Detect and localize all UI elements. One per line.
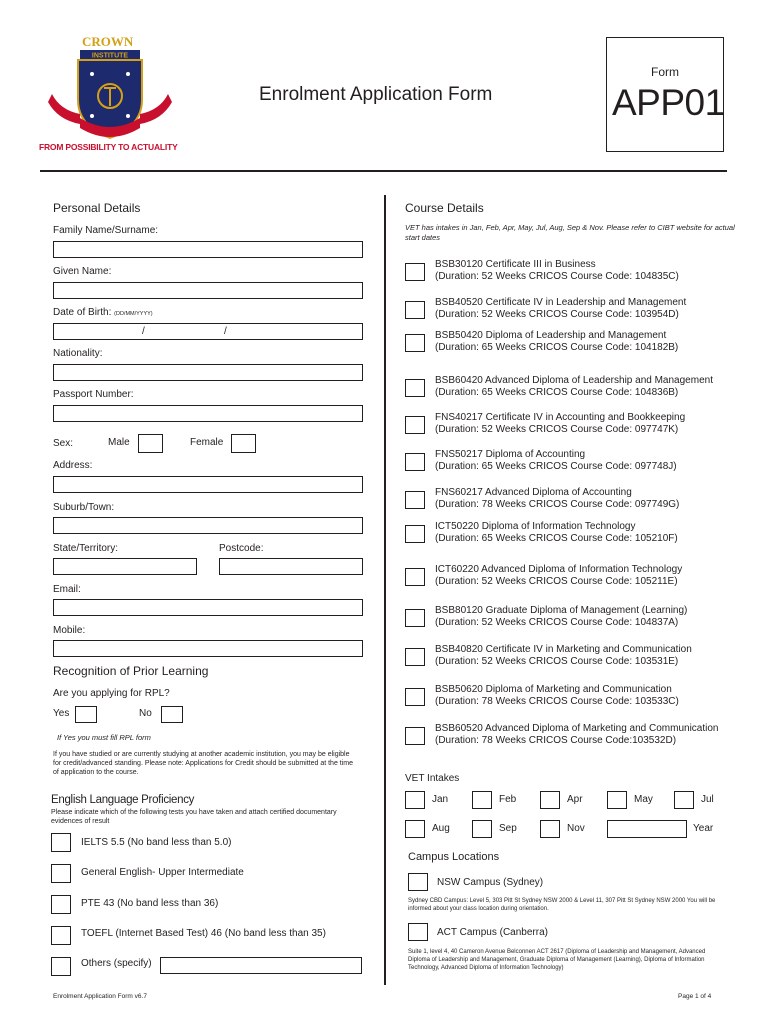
course-title: BSB50620 Diploma of Marketing and Communication xyxy=(435,684,672,695)
english-option-others: Others (specify) xyxy=(81,958,152,969)
english-option-general: General English- Upper Intermediate xyxy=(81,867,244,878)
course-details-heading: Course Details xyxy=(405,201,484,215)
email-input[interactable] xyxy=(53,599,363,616)
course-title: BSB40520 Certificate IV in Leadership and Management xyxy=(435,297,687,308)
column-divider xyxy=(384,195,386,985)
pte-checkbox[interactable] xyxy=(51,895,71,914)
mobile-input[interactable] xyxy=(53,640,363,657)
male-checkbox[interactable] xyxy=(138,434,163,453)
intake-may-label: May xyxy=(634,794,653,805)
header-divider xyxy=(40,170,727,172)
course-title: BSB50420 Diploma of Leadership and Management xyxy=(435,330,667,341)
course-checkbox[interactable] xyxy=(405,263,425,281)
email-label: Email: xyxy=(53,584,81,595)
intake-nov-label: Nov xyxy=(567,823,585,834)
course-checkbox[interactable] xyxy=(405,525,425,543)
footer-version: Enrolment Application Form v6.7 xyxy=(53,993,147,1000)
course-duration: (Duration: 78 Weeks CRICOS Course Code: 103533C) xyxy=(435,696,679,707)
general-english-checkbox[interactable] xyxy=(51,864,71,883)
passport-label: Passport Number: xyxy=(53,389,134,400)
form-label: Form xyxy=(651,65,679,79)
english-option-ielts: IELTS 5.5 (No band less than 5.0) xyxy=(81,837,232,848)
nsw-campus-checkbox[interactable] xyxy=(408,873,428,891)
others-specify-input[interactable] xyxy=(160,957,362,974)
female-label: Female xyxy=(190,437,224,448)
intake-year-input[interactable] xyxy=(607,820,687,838)
intake-jan-checkbox[interactable] xyxy=(405,791,425,809)
form-code-box xyxy=(606,37,724,152)
rpl-heading: Recognition of Prior Learning xyxy=(53,664,209,678)
english-heading: English Language Proficiency xyxy=(51,794,195,806)
act-campus-note: Suite 1, level 4, 40 Cameron Avenue Belconnen ACT 2617 (Diploma of Leadership and Management, Advanced Diploma of Leadership and Management, Graduate Diploma of Management (Learning), Diploma of Information Technology, Advanced Diploma of Information Technology) xyxy=(408,949,706,971)
dob-input[interactable] xyxy=(53,323,363,340)
address-label: Address: xyxy=(53,460,93,471)
course-duration: (Duration: 52 Weeks CRICOS Course Code: 105211E) xyxy=(435,576,678,587)
course-duration: (Duration: 52 Weeks CRICOS Course Code: 103531E) xyxy=(435,656,679,667)
dob-hint: (DD/MM/YYYY) xyxy=(114,311,153,317)
english-option-pte: PTE 43 (No band less than 36) xyxy=(81,898,219,909)
rpl-no-checkbox[interactable] xyxy=(161,706,183,723)
family-name-input[interactable] xyxy=(53,241,363,258)
rpl-no-label: No xyxy=(139,708,152,719)
act-campus-label: ACT Campus (Canberra) xyxy=(437,927,548,938)
intake-aug-checkbox[interactable] xyxy=(405,820,425,838)
course-checkbox[interactable] xyxy=(405,727,425,745)
course-checkbox[interactable] xyxy=(405,301,425,319)
suburb-input[interactable] xyxy=(53,517,363,534)
others-checkbox[interactable] xyxy=(51,957,71,976)
course-checkbox[interactable] xyxy=(405,379,425,397)
course-checkbox[interactable] xyxy=(405,609,425,627)
female-checkbox[interactable] xyxy=(231,434,256,453)
course-duration: (Duration: 65 Weeks CRICOS Course Code: 104836B) xyxy=(435,387,679,398)
tagline: FROM POSSIBILITY TO ACTUALITY xyxy=(39,142,178,152)
intake-feb-label: Feb xyxy=(499,794,517,805)
given-name-input[interactable] xyxy=(53,282,363,299)
dob-label xyxy=(53,307,153,318)
postcode-label: Postcode: xyxy=(219,543,264,554)
family-name-label: Family Name/Surname: xyxy=(53,225,159,236)
intake-apr-checkbox[interactable] xyxy=(540,791,560,809)
course-duration: (Duration: 52 Weeks CRICOS Course Code: 104837A) xyxy=(435,617,679,628)
dob-separator-2: / xyxy=(224,326,227,337)
male-label: Male xyxy=(108,437,130,448)
crown-institute-logo xyxy=(40,30,190,152)
course-title: FNS60217 Advanced Diploma of Accounting xyxy=(435,487,632,498)
english-option-toefl: TOEFL (Internet Based Test) 46 (No band less than 35) xyxy=(81,928,326,939)
course-title: BSB40820 Certificate IV in Marketing and Communication xyxy=(435,644,692,655)
course-title: FNS50217 Diploma of Accounting xyxy=(435,449,586,460)
course-duration: (Duration: 52 Weeks CRICOS Course Code: 104835C) xyxy=(435,271,679,282)
course-checkbox[interactable] xyxy=(405,648,425,666)
course-duration: (Duration: 52 Weeks CRICOS Course Code: 103954D) xyxy=(435,309,679,320)
english-instruction: Please indicate which of the following tests you have taken and attach certified documentary evidences of result xyxy=(51,809,337,825)
logo-brand-text: CROWN xyxy=(82,34,134,49)
footer-page: Page 1 of 4 xyxy=(678,993,712,1000)
nationality-input[interactable] xyxy=(53,364,363,381)
form-code: APP01 xyxy=(612,82,725,123)
course-checkbox[interactable] xyxy=(405,453,425,471)
state-input[interactable] xyxy=(53,558,197,575)
course-title: BSB60520 Advanced Diploma of Marketing and Communication xyxy=(435,723,719,734)
toefl-checkbox[interactable] xyxy=(51,926,71,945)
mobile-label: Mobile: xyxy=(53,625,86,636)
sex-label: Sex: xyxy=(53,438,74,449)
course-title: BSB80120 Graduate Diploma of Management (Learning) xyxy=(435,605,688,616)
nsw-campus-note: Sydney CBD Campus: Level 5, 303 Pitt St Sydney NSW 2000 & Level 11, 307 Pitt St Sydney NSW 2000 You will be informed about your class location during orientation. xyxy=(408,898,716,912)
act-campus-checkbox[interactable] xyxy=(408,923,428,941)
course-duration: (Duration: 65 Weeks CRICOS Course Code: 097748J) xyxy=(435,461,677,472)
course-title: ICT60220 Advanced Diploma of Information Technology xyxy=(435,564,683,575)
course-intro: VET has intakes in Jan, Feb, Apr, May, Jul, Aug, Sep & Nov. Please refer to CIBT website for actual start dates xyxy=(405,223,735,242)
intake-apr-label: Apr xyxy=(567,794,583,805)
rpl-yes-checkbox[interactable] xyxy=(75,706,97,723)
dob-label-text: Date of Birth: xyxy=(53,307,112,318)
intake-aug-label: Aug xyxy=(432,823,450,834)
suburb-label: Suburb/Town: xyxy=(53,502,115,513)
rpl-yes-label: Yes xyxy=(53,708,70,719)
course-title: ICT50220 Diploma of Information Technology xyxy=(435,521,636,532)
address-input[interactable] xyxy=(53,476,363,493)
ielts-checkbox[interactable] xyxy=(51,833,71,852)
course-duration: (Duration: 65 Weeks CRICOS Course Code: 104182B) xyxy=(435,342,679,353)
intake-sep-label: Sep xyxy=(499,823,517,834)
course-checkbox[interactable] xyxy=(405,334,425,352)
course-checkbox[interactable] xyxy=(405,416,425,434)
crest-icon xyxy=(40,30,190,152)
course-title: FNS40217 Certificate IV in Accounting and Bookkeeping xyxy=(435,412,686,423)
given-name-label: Given Name: xyxy=(53,266,112,277)
course-checkbox[interactable] xyxy=(405,688,425,706)
intake-jul-checkbox[interactable] xyxy=(674,791,694,809)
rpl-question: Are you applying for RPL? xyxy=(53,688,170,699)
intake-year-label: Year xyxy=(693,823,714,834)
personal-details-heading: Personal Details xyxy=(53,201,141,215)
vet-intakes-heading: VET Intakes xyxy=(405,773,460,784)
rpl-note: If you have studied or are currently studying at another academic institution, you may be eligible for credit/advanced standing. Please note: Applications for Credit should be submitted at the time of application to the course. xyxy=(53,751,354,776)
intake-feb-checkbox[interactable] xyxy=(472,791,492,809)
rpl-note-italic: If Yes you must fill RPL form xyxy=(57,733,151,742)
intake-sep-checkbox[interactable] xyxy=(472,820,492,838)
intake-jul-label: Jul xyxy=(701,794,714,805)
course-duration: (Duration: 52 Weeks CRICOS Course Code: 097747K) xyxy=(435,424,679,435)
nsw-campus-label: NSW Campus (Sydney) xyxy=(437,877,544,888)
state-label: State/Territory: xyxy=(53,543,119,554)
nationality-label: Nationality: xyxy=(53,348,103,359)
course-title: BSB60420 Advanced Diploma of Leadership and Management xyxy=(435,375,713,386)
course-title: BSB30120 Certificate III in Business xyxy=(435,259,596,270)
intake-may-checkbox[interactable] xyxy=(607,791,627,809)
page-title: Enrolment Application Form xyxy=(259,84,493,105)
intake-nov-checkbox[interactable] xyxy=(540,820,560,838)
postcode-input[interactable] xyxy=(219,558,363,575)
logo-sub-text: INSTITUTE xyxy=(91,52,129,60)
passport-input[interactable] xyxy=(53,405,363,422)
course-duration: (Duration: 78 Weeks CRICOS Course Code:103532D) xyxy=(435,735,677,746)
dob-separator-1: / xyxy=(142,326,145,337)
course-checkbox[interactable] xyxy=(405,568,425,586)
course-duration: (Duration: 65 Weeks CRICOS Course Code: 105210F) xyxy=(435,533,678,544)
course-checkbox[interactable] xyxy=(405,491,425,509)
campus-heading: Campus Locations xyxy=(408,851,500,863)
course-duration: (Duration: 78 Weeks CRICOS Course Code: 097749G) xyxy=(435,499,680,510)
intake-jan-label: Jan xyxy=(432,794,449,805)
